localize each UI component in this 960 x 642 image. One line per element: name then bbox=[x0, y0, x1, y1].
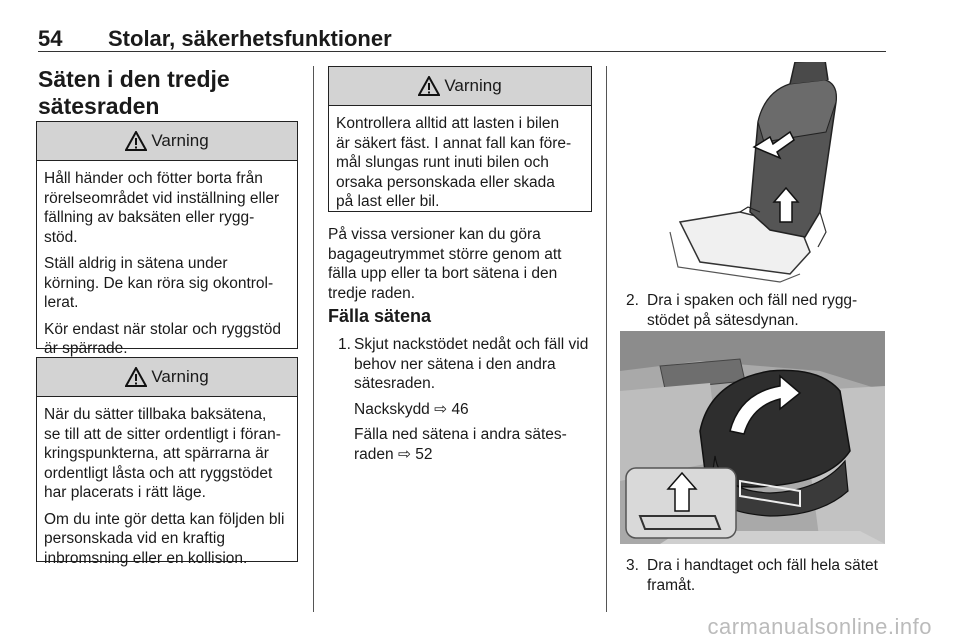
warning-line: kringspunkterna, att spärrarna är bbox=[44, 445, 269, 462]
step-number: 2. bbox=[626, 292, 639, 309]
warning-paragraph bbox=[44, 510, 290, 569]
header-rule bbox=[38, 51, 886, 52]
warning-line: Kontrollera alltid att lasten i bilen bbox=[336, 115, 560, 132]
warning-box-3 bbox=[328, 66, 592, 212]
intro-line: fälla upp eller ta bort sätena i den bbox=[328, 265, 558, 282]
warning-line: körning. De kan röra sig okontrol- bbox=[44, 274, 274, 292]
warning-line: rörelseområdet vid inställning eller bbox=[44, 189, 280, 207]
warning-paragraph bbox=[336, 114, 584, 212]
reference-page: 46 bbox=[451, 400, 469, 418]
step-text bbox=[626, 556, 888, 595]
warning-icon bbox=[125, 367, 147, 387]
warning-line: Kör endast när stolar och ryggstöd bbox=[44, 320, 281, 338]
intro-line: På vissa versioner kan du göra bbox=[328, 226, 541, 243]
warning-line: lerat. bbox=[44, 294, 79, 311]
warning-box-1 bbox=[36, 121, 298, 357]
warning-paragraph bbox=[44, 254, 290, 313]
warning-line: har placerats i rätt läge. bbox=[44, 484, 206, 501]
warning-line: se till att de sitter ordentligt i föran- bbox=[44, 425, 281, 443]
column-divider-1 bbox=[313, 66, 314, 612]
warning-body bbox=[37, 161, 297, 367]
warning-line: ordentligt låsta och att ryggstödet bbox=[44, 464, 273, 482]
warning-line: Håll händer och fötter borta från bbox=[44, 170, 263, 187]
warning-line: på last eller bil. bbox=[336, 193, 440, 210]
warning-body bbox=[329, 106, 591, 220]
seat-fold-illustration bbox=[640, 62, 862, 284]
step-line: stödet på sätesdynan. bbox=[647, 311, 799, 329]
warning-line: mål slungas runt inuti bilen och bbox=[336, 154, 549, 171]
step-number: 3. bbox=[626, 557, 639, 574]
intro-paragraph bbox=[328, 225, 598, 303]
warning-icon bbox=[125, 131, 147, 151]
reference-text: raden bbox=[354, 445, 394, 463]
warning-paragraph bbox=[44, 169, 290, 247]
reference-text: Nackskydd bbox=[354, 400, 430, 418]
warning-line: är säkert fäst. I annat fall kan före- bbox=[336, 134, 572, 152]
step-line: sätesraden. bbox=[354, 375, 435, 392]
step-text bbox=[338, 335, 600, 464]
step-line: behov ner sätena i den andra bbox=[354, 355, 556, 373]
warning-line: inbromsning eller en kollision. bbox=[44, 549, 248, 567]
intro-line: tredje raden. bbox=[328, 284, 416, 302]
column-divider-2 bbox=[606, 66, 607, 612]
section-title bbox=[38, 66, 308, 120]
warning-label: Varning bbox=[151, 367, 209, 386]
warning-line: fällning av baksäten eller rygg- bbox=[44, 209, 255, 226]
step-3 bbox=[626, 556, 888, 595]
subheading: Fälla sätena bbox=[328, 306, 432, 326]
reference-text: Fälla ned sätena i andra sätes- bbox=[354, 426, 567, 443]
seat-fold-photo bbox=[620, 331, 885, 544]
warning-paragraph bbox=[44, 405, 290, 503]
warning-header bbox=[37, 122, 297, 161]
step-2 bbox=[626, 291, 888, 330]
warning-header bbox=[37, 358, 297, 397]
step-line: Dra i spaken och fäll ned rygg- bbox=[647, 292, 858, 309]
warning-icon bbox=[418, 76, 440, 96]
step-text bbox=[626, 291, 888, 330]
warning-label: Varning bbox=[151, 131, 209, 150]
warning-body bbox=[37, 397, 297, 576]
section-title-line: sätesraden bbox=[38, 93, 160, 119]
warning-header bbox=[329, 67, 591, 106]
page-reference-arrow-icon: ⇨ bbox=[397, 445, 411, 463]
intro-line: bagageutrymmet större genom att bbox=[328, 245, 562, 263]
page-number: 54 bbox=[38, 26, 63, 51]
step-number: 1. bbox=[338, 336, 351, 353]
step-line: Dra i handtaget och fäll hela sätet bbox=[647, 557, 878, 574]
reference-page: 52 bbox=[415, 445, 433, 463]
warning-line: Om du inte gör detta kan följden bli bbox=[44, 510, 285, 528]
warning-line: orsaka personskada eller skada bbox=[336, 173, 555, 191]
warning-line: är spärrade. bbox=[44, 340, 128, 357]
cross-reference[interactable] bbox=[354, 425, 600, 464]
warning-paragraph bbox=[44, 320, 290, 359]
warning-line: När du sätter tillbaka baksätena, bbox=[44, 406, 267, 423]
warning-line: personskada vid en kraftig bbox=[44, 530, 225, 547]
page-reference-arrow-icon: ⇨ bbox=[434, 400, 448, 418]
warning-box-2 bbox=[36, 357, 298, 567]
section-title-line: Säten i den tredje bbox=[38, 66, 230, 92]
warning-label: Varning bbox=[444, 76, 502, 95]
warning-line: stöd. bbox=[44, 228, 78, 246]
step-1 bbox=[338, 335, 600, 464]
warning-line: Ställ aldrig in sätena under bbox=[44, 255, 228, 272]
watermark: carmanualsonline.info bbox=[707, 614, 932, 639]
step-line: framåt. bbox=[647, 576, 696, 594]
step-line: Skjut nackstödet nedåt och fäll vid bbox=[354, 336, 589, 353]
cross-reference[interactable] bbox=[354, 400, 600, 420]
page-header-title: Stolar, säkerhetsfunktioner bbox=[108, 26, 392, 51]
